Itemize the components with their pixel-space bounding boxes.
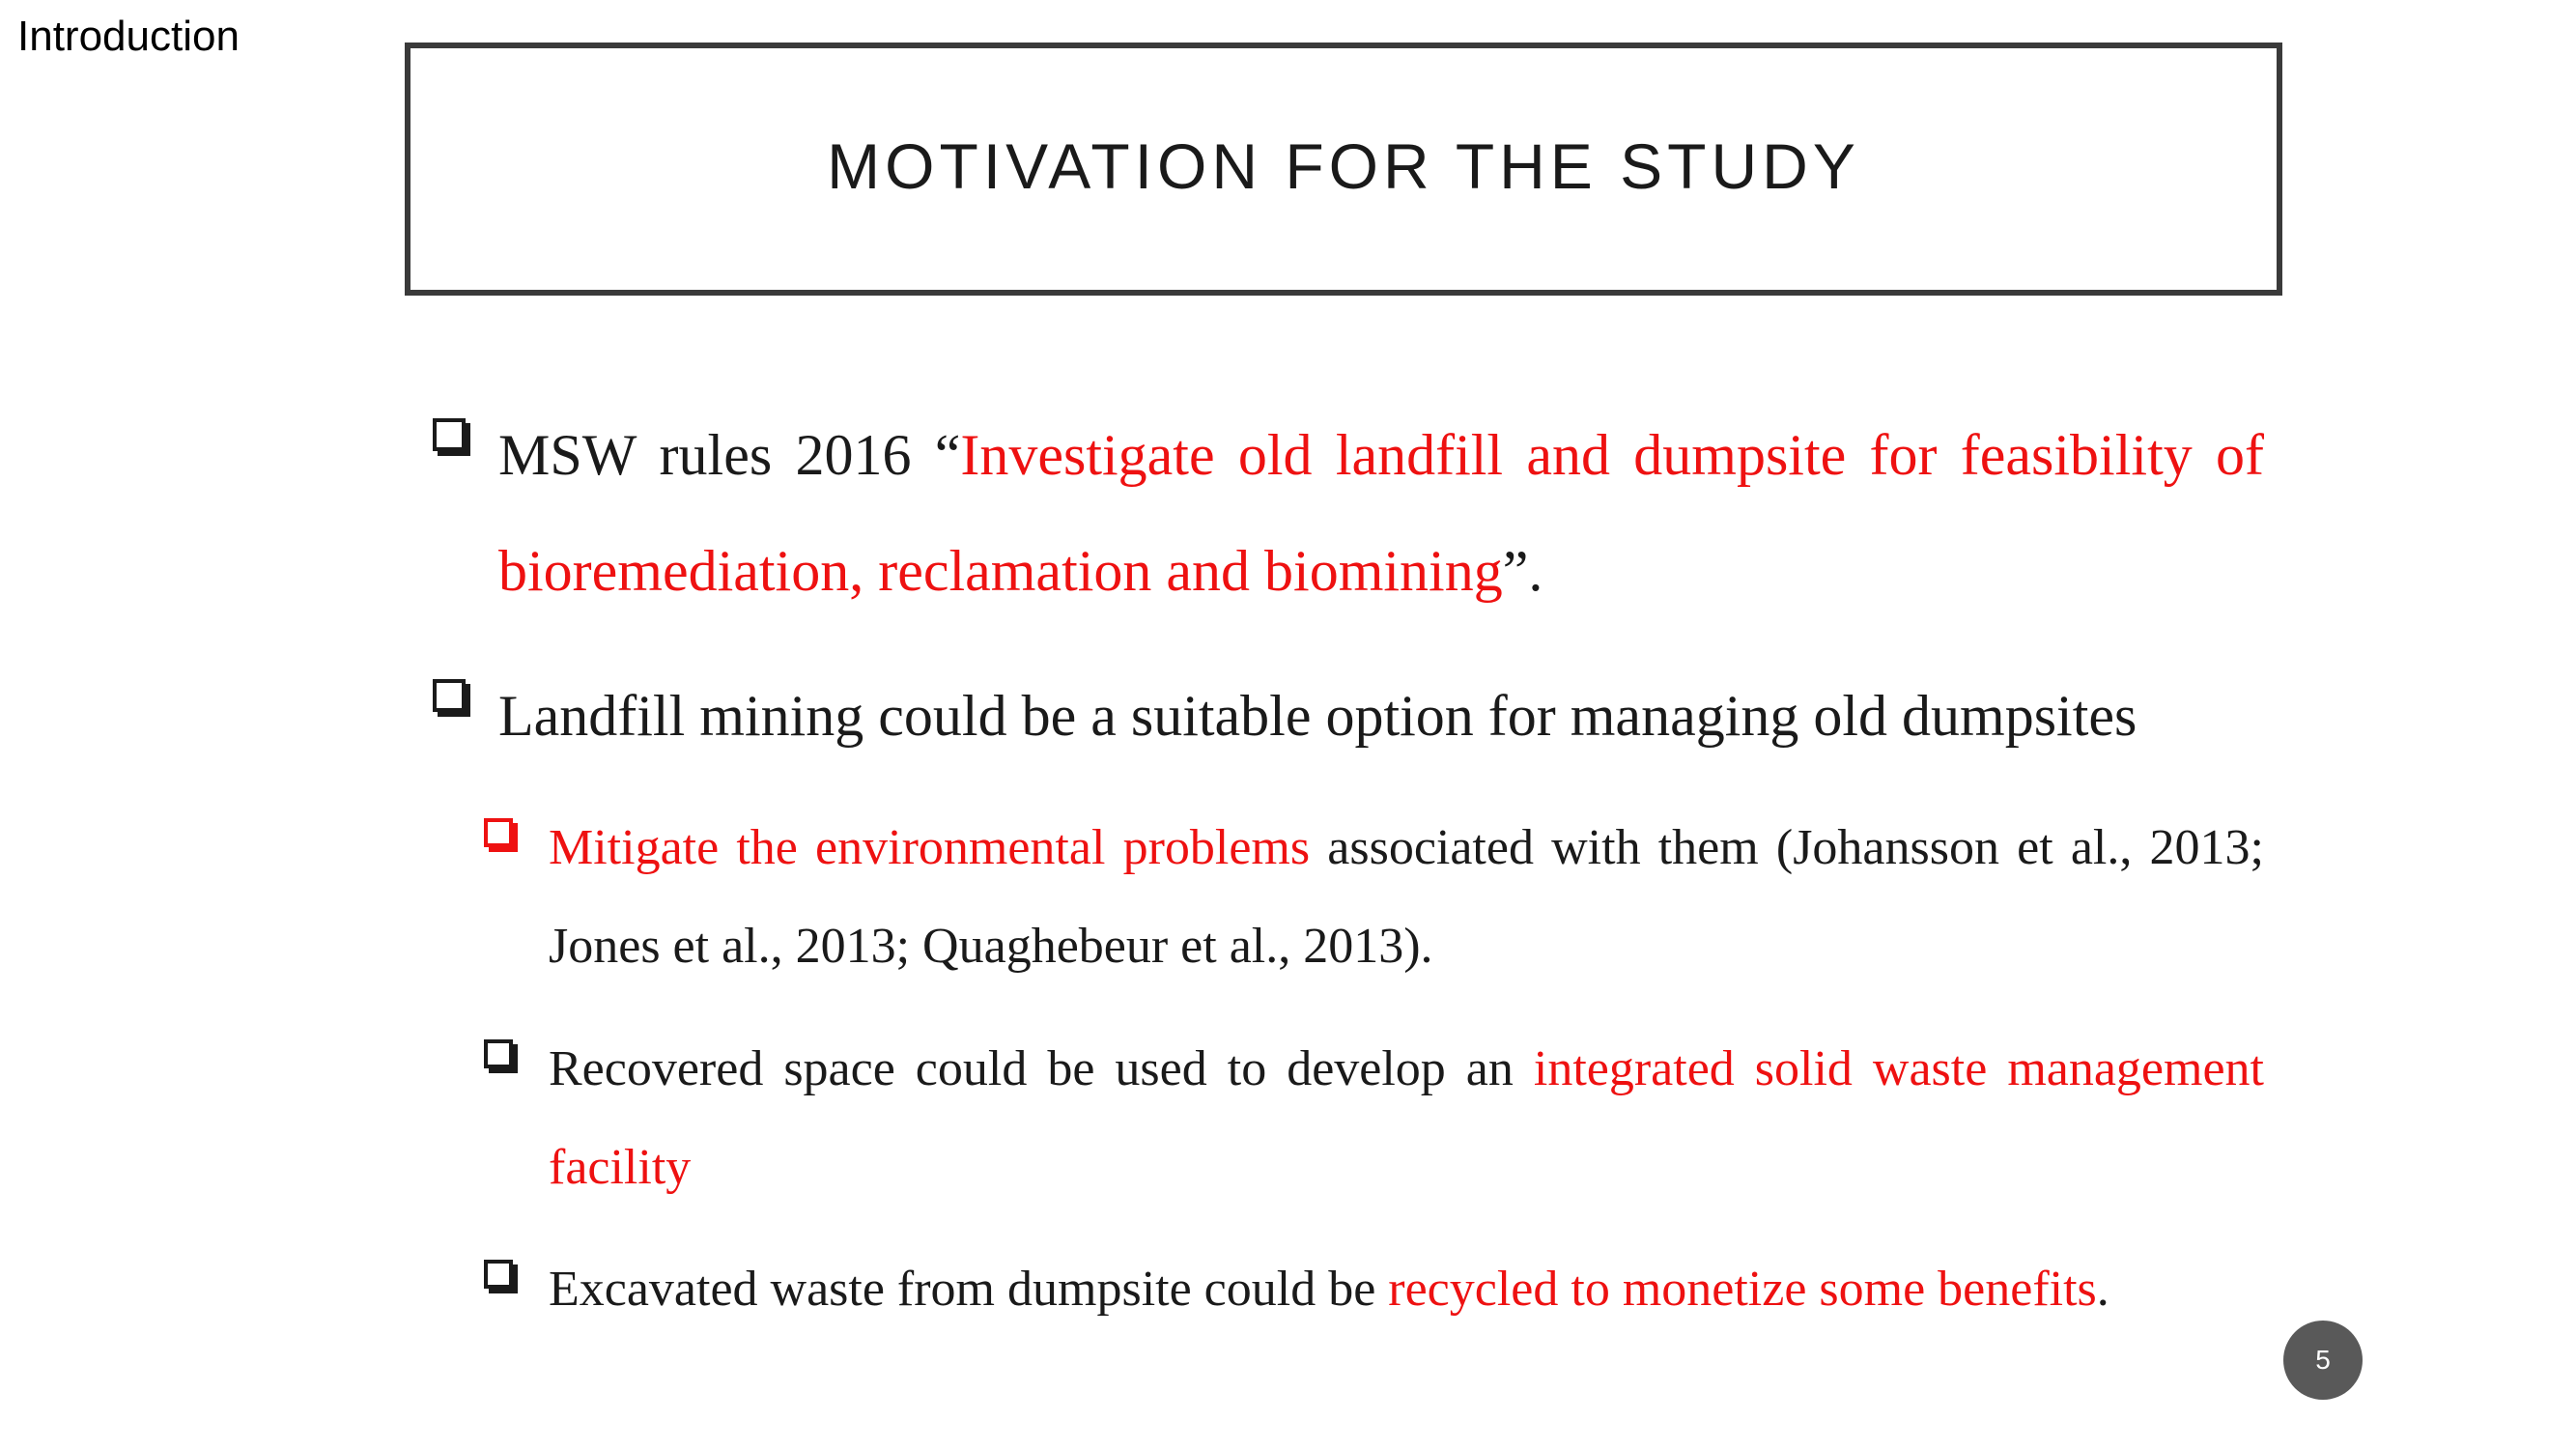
checkbox-bullet-icon [433,679,466,712]
subbullet-text [549,1020,2264,1217]
bullet-text-plain: ”. [1502,539,1543,603]
checkbox-bullet-icon [484,818,513,847]
checkbox-bullet-icon [484,1260,513,1289]
checkbox-bullet-icon [433,418,466,451]
bullet-text: Landfill mining could be a suitable option for managing old dumpsites [498,684,2137,748]
subbullet-text [549,1240,2264,1339]
bullet-text [498,397,2264,629]
subbullet-text-highlight: Mitigate the environmental problems [549,820,1311,875]
subbullet-text-plain: Recovered space could be used to develop an [549,1041,1534,1096]
subbullet-text-plain: associated with them (Johansson et al., 2013; Jones et al., 2013; Quaghebeur et al., 2013). [549,820,2264,974]
bullet-text-plain: MSW rules 2016 “ [498,423,961,487]
title-box [405,43,2282,296]
subbullet-text [549,799,2264,996]
subbullet-excavated-waste [481,1240,2264,1339]
subbullet-mitigate [481,799,2264,996]
subbullet-text-plain: . [2096,1262,2109,1317]
bullet-text-highlight: Investigate old landfill and dumpsite for feasibility of bioremediation, reclamation and biomining [498,423,2264,603]
subbullet-text-highlight: recycled to monetize some benefits [1388,1262,2097,1317]
section-label: Introduction [17,13,240,60]
checkbox-bullet-icon [484,1039,513,1068]
bullet-msw-rules [429,397,2264,629]
subbullet-recovered-space [481,1020,2264,1217]
slide-title: MOTIVATION FOR THE STUDY [827,130,1860,202]
subbullet-text-plain: Excavated waste from dumpsite could be [549,1262,1389,1317]
page-number: 5 [2283,1321,2363,1400]
bullet-landfill-mining [429,658,2264,774]
subbullet-text-highlight: integrated solid waste management facility [549,1041,2264,1195]
